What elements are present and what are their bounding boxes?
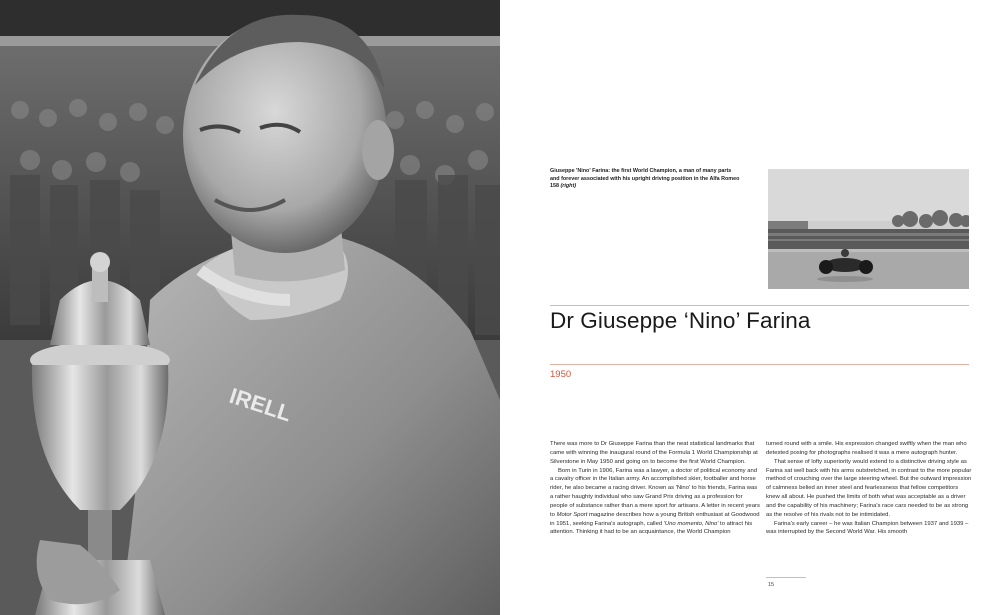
championship-year: 1950 — [550, 369, 572, 380]
caption-text: Giuseppe 'Nino' Farina: the first World Champion, a man of many parts and forever associated with his upright driving position in the Alfa Romeo 158 — [550, 168, 740, 190]
race-car-photo — [768, 169, 969, 289]
title-rule-top — [550, 305, 969, 306]
paragraph: turned round with a smile. His expression changed swiftly when the man who detested posing for photographs realised it was a mere autograph hunter. — [766, 441, 967, 456]
race-car-illustration — [768, 169, 969, 289]
photo-caption — [550, 168, 740, 191]
body-column-left — [550, 440, 760, 537]
body-column-right — [766, 440, 972, 537]
paragraph: Farina's early career – he was Italian Champion between 1937 and 1939 – was interrupted by the Second World War. His smooth — [766, 520, 969, 536]
page-number-rule — [766, 577, 806, 578]
svg-text:IRELL: IRELL — [226, 382, 295, 427]
chapter-title: Dr Giuseppe ‘Nino’ Farina — [550, 308, 811, 333]
page-number: 15 — [768, 582, 775, 588]
paragraph: There was more to Dr Giuseppe Farina than the neat statistical landmarks that came with winning the inaugural round of the Formula 1 World Championship at Silverstone in May 1950 and going on to become the first World Champion. — [550, 441, 758, 465]
title-rule-bottom — [550, 364, 969, 365]
paragraph: That sense of lofty superiority would extend to a distinctive driving style as Farina sat well back with his arms outstretched, in contrast to the more popular method of crouching over the large steering wheel. But the outward impression of calmness belied an inner steel and fearlessness that fellow competitors knew all about. He pushed the limits of both what was acceptable as a driver and the capability of his machinery; Farina's race cars needed to be as strong as the resolve of his rivals not to be intimidated. — [766, 458, 972, 518]
caption-direction: (right) — [560, 183, 577, 190]
paragraph: Born in Turin in 1906, Farina was a lawyer, a doctor of political economy and a cavalry officer in the Italian army. An accomplished skier, footballer and horse rider, he also became a racing driver. Known as 'Nino' to his friends, Farina was a rather haughty individual who saw Grand Prix driving as a profession for people of substance rather than a mere sport for artisans. A letter in recent years to Motor Sport magazine describes how a young British enthusiast at Goodwood in 1951, seeking Farina's autograph, called 'Uno momento, Nino' to attract his attention. Thinking it had to be an acquaintance, the World Champion — [550, 467, 760, 536]
